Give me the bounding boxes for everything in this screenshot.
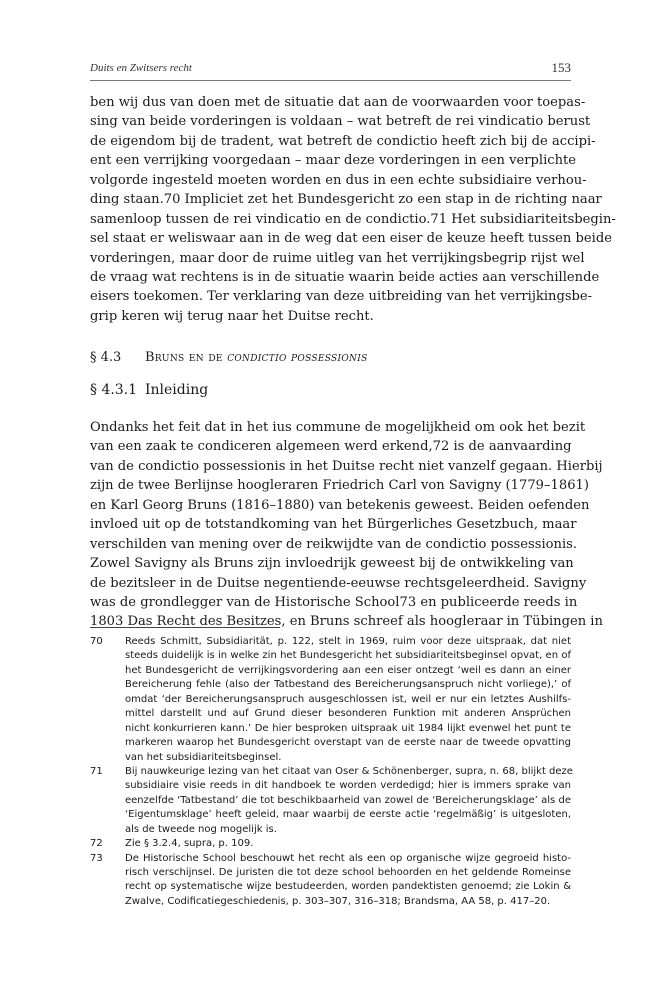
footnote-73 (90, 852, 571, 910)
footnote-number: 70 (90, 636, 103, 647)
subsection-title: Inleiding (145, 382, 209, 398)
footnote-72 (90, 837, 571, 851)
subsection-number: § 4.3.1 (90, 382, 138, 398)
footnote-number: 73 (90, 852, 103, 864)
footnote-line: eenzelfde ‘Tatbestand’ die tot beschikbaarheid van zowel de ‘Bereicherungsklage’ als de (125, 794, 571, 806)
text-line: sel staat er weliswaar aan in de weg dat een eiser de keuze heeft tussen beide (90, 231, 612, 247)
footnote-line: markeren waarop het Bundesgericht overstapt van de eerste naar de tweede opvatting (125, 737, 571, 749)
text-line: vorderingen, maar door de ruime uitleg van het verrijkingsbegrip rijst wel (90, 250, 585, 266)
footnote-line: nicht konkurrieren kann.’ De hier besproken uitspraak uit 1984 lijkt evenwel het punt te (125, 722, 571, 734)
footnote-line: subsidiaire visie reeds in dit handboek te worden verdedigd; hier is immers sprake van (125, 780, 571, 792)
text-line: verschilden van mening over de reikwijdte van de condictio possessionis. (90, 536, 578, 552)
footnotes (90, 635, 571, 909)
footnote-line: Reeds Schmitt, Subsidiarität, p. 122, stelt in 1969, ruim voor deze uitspraak, dat niet (125, 636, 571, 647)
footnote-line: Bereicherung fehle (also der Tatbestand des Bereicherungsanspruch nicht vorliege),’ of (125, 679, 571, 691)
text-line: Zowel Savigny als Bruns zijn invloedrijk geweest bij de ontwikkeling van (90, 556, 574, 572)
text-line: de vraag wat rechtens is in de situatie waarin beide acties aan verschillende (90, 269, 600, 285)
footnote-line: mittel darstellt und auf Grund dieser besonderen Funktion mit anderen Ansprüchen (125, 708, 571, 720)
footnote-line: Zie § 3.2.4, supra, p. 109. (125, 838, 254, 850)
footnote-line: De Historische School beschouwt het recht als een op organische wijze gegroeid histo- (125, 852, 571, 864)
text-line: samenloop tussen de rei vindicatio en de condictio.71 Het subsidiariteitsbegin- (90, 211, 616, 227)
header-rule (90, 80, 571, 81)
text-line: van de condictio possessionis in het Duitse recht niet vanzelf gegaan. Hierbij (90, 458, 603, 474)
text-line: 1803 Das Recht des Besitzes, en Bruns schreef als hoogleraar in Tübingen in (90, 614, 603, 630)
subsection-heading (90, 382, 571, 398)
text-line: sing van beide vorderingen is voldaan – wat betreft de rei vindicatio berust (90, 114, 591, 130)
page-header (90, 60, 571, 78)
text-line: invloed uit op de totstandkoming van het Bürgerliches Gesetzbuch, maar (90, 517, 577, 533)
text-line: was de grondlegger van de Historische School73 en publiceerde reeds in (90, 594, 578, 610)
section-title: Bruns en de (145, 350, 228, 365)
text-line: ent een verrijking voorgedaan – maar deze vorderingen in een verplichte (90, 153, 577, 169)
section-heading (90, 350, 571, 365)
footnote-line: omdat ‘der Bereicherungsanspruch ausgeschlossen ist, weil er nur ein letztes Aushilfs- (125, 693, 571, 705)
footnote-70 (90, 635, 571, 765)
footnote-line: ‘Eigentumsklage’ heeft geleid, maar waarbij de eerste actie ‘regelmäßig’ is uitgesloten, (125, 809, 571, 821)
text-line: ben wij dus van doen met de situatie dat aan de voorwaarden voor toepas- (90, 95, 586, 110)
footnote-71 (90, 765, 571, 837)
paragraph-inleiding (90, 418, 603, 632)
footnote-separator (90, 627, 280, 628)
text-line: Ondanks het feit dat in het ius commune de mogelijkheid om ook het bezit (90, 420, 586, 435)
footnote-line: risch verschijnsel. De juristen die tot deze school behoorden en het geldende Romeinse (125, 867, 571, 878)
footnote-line: Bij nauwkeurige lezing van het citaat van Oser & Schönenberger, supra, n. 68, blijkt deze (125, 765, 573, 777)
text-line: ding staan.70 Impliciet zet het Bundesgericht zo een stap in de richting naar (90, 192, 602, 208)
footnote-number: 71 (90, 765, 103, 777)
footnote-number: 72 (90, 838, 103, 850)
running-title: Duits en Zwitsers recht (90, 62, 192, 74)
text-line: volgorde ingesteld moeten worden en dus in een echte subsidiaire verhou- (90, 172, 587, 188)
section-title-italic: condictio possessionis (227, 350, 368, 365)
text-line: van een zaak te condiceren algemeen werd erkend,72 is de aanvaarding (90, 439, 572, 455)
text-line: eisers toekomen. Ter verklaring van deze uitbreiding van het verrijkingsbe- (90, 289, 593, 305)
page-number: 153 (551, 60, 571, 75)
footnote-line: het Bundesgericht de verrijkingsvordering aan een eiser ontzegt ‘weil es dann an einer (125, 664, 571, 676)
footnote-line: steeds duidelijk is in welke zin het Bundesgericht het subsidiariteitsbeginsel opvat, en of (125, 650, 571, 662)
section-number: § 4.3 (90, 350, 122, 365)
text-line: grip keren wij terug naar het Duitse recht. (90, 308, 374, 324)
footnote-line: Zwalve, Codificatiegeschiedenis, p. 303–307, 316–318; Brandsma, AA 58, p. 417–20. (125, 895, 551, 907)
text-line: de eigendom bij de tradent, wat betreft de condictio heeft zich bij de accipi- (90, 133, 596, 149)
footnote-line: recht op systematische wijze bestudeerden, worden pandektisten genoemd; zie Lokin & (125, 881, 571, 893)
footnote-line: als de tweede nog mogelijk is. (125, 823, 277, 835)
text-line: en Karl Georg Bruns (1816–1880) van betekenis geweest. Beiden oefenden (90, 497, 590, 513)
footnote-line: van het subsidiariteitsbeginsel. (125, 751, 282, 763)
text-line: de bezitsleer in de Duitse negentiende-eeuwse rechtsgeleerdheid. Savigny (90, 575, 587, 591)
paragraph-continuation (90, 93, 616, 326)
text-line: zijn de twee Berlijnse hoogleraren Friedrich Carl von Savigny (1779–1861) (90, 478, 589, 494)
